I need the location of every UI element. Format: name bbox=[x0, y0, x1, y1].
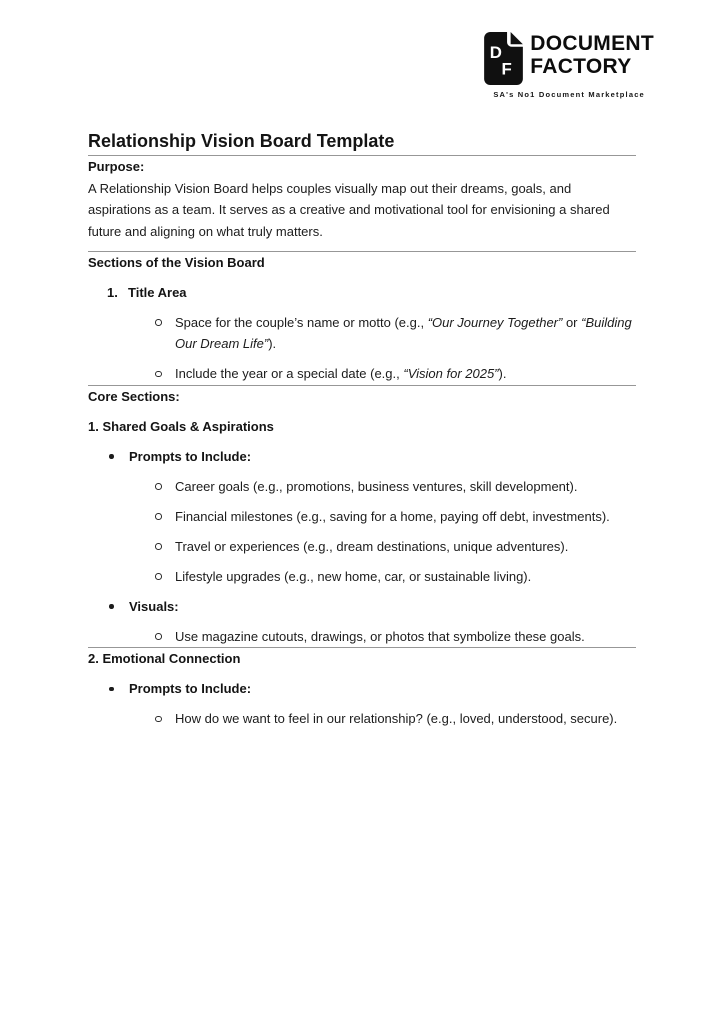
core-sections-heading: Core Sections: bbox=[88, 388, 180, 404]
purpose-heading: Purpose: bbox=[88, 159, 145, 174]
text-segment: ). bbox=[498, 366, 507, 381]
list-item bbox=[88, 626, 636, 648]
list-item-text: How do we want to feel in our relationship? (e.g., loved, understood, secure). bbox=[175, 711, 618, 726]
list-item bbox=[88, 312, 636, 355]
circle-bullet-icon bbox=[155, 543, 162, 550]
prompts-label: Prompts to Include: bbox=[129, 681, 252, 696]
purpose-body: A Relationship Vision Board helps couples visually map out their dreams, goals, and aspirations as a team. It serves as a creative and motivational tool for envisioning a shared future and aligning on what truly matters. bbox=[88, 180, 610, 239]
text-segment: ). bbox=[268, 336, 277, 351]
list-item bbox=[88, 596, 636, 618]
list-item-text: Use magazine cutouts, drawings, or photos that symbolize these goals. bbox=[175, 628, 585, 644]
list-item bbox=[88, 536, 636, 558]
list-item bbox=[88, 708, 636, 730]
list-item-text: Travel or experiences (e.g., dream destinations, unique adventures). bbox=[175, 538, 569, 554]
list-item-label: Title Area bbox=[128, 284, 187, 300]
circle-bullet-icon bbox=[155, 573, 162, 580]
logo-wordmark-line1: DOCUMENT bbox=[530, 32, 654, 55]
text-segment: Include the year or a special date (e.g., bbox=[175, 366, 404, 381]
circle-bullet-icon bbox=[155, 371, 162, 378]
logo-tagline: SA's No1 Document Marketplace bbox=[493, 90, 645, 99]
visuals-label: Visuals: bbox=[129, 598, 179, 614]
bullet-icon bbox=[109, 604, 114, 609]
circle-bullet-icon bbox=[155, 633, 162, 640]
circle-bullet-icon bbox=[155, 513, 162, 520]
list-number: 1. bbox=[107, 284, 118, 300]
list-item-text: Career goals (e.g., promotions, business ventures, skill development). bbox=[175, 478, 578, 494]
logo-letter-f: F bbox=[501, 59, 512, 79]
italic-example-text: “Our Journey Together” bbox=[427, 314, 563, 330]
page-title: Relationship Vision Board Template bbox=[88, 131, 395, 151]
italic-example-text: “Building Our Dream Life” bbox=[175, 314, 632, 351]
shared-goals-heading: 1. Shared Goals & Aspirations bbox=[88, 418, 274, 434]
circle-bullet-icon bbox=[155, 483, 162, 490]
list-item bbox=[88, 476, 636, 498]
circle-bullet-icon bbox=[155, 716, 162, 723]
list-item-text: Financial milestones (e.g., saving for a home, paying off debt, investments). bbox=[175, 508, 610, 524]
prompts-label: Prompts to Include: bbox=[129, 448, 252, 464]
numbered-list-item bbox=[88, 282, 636, 304]
bullet-icon bbox=[109, 454, 114, 459]
list-item-text bbox=[175, 363, 636, 385]
list-item bbox=[88, 446, 636, 468]
logo-wordmark-line2: FACTORY bbox=[530, 55, 632, 78]
list-item-text: Lifestyle upgrades (e.g., new home, car, or sustainable living). bbox=[175, 568, 532, 584]
board-sections-heading: Sections of the Vision Board bbox=[88, 254, 265, 270]
document-content bbox=[88, 0, 636, 730]
list-item-text bbox=[175, 312, 636, 355]
list-item bbox=[88, 363, 636, 385]
logo-letter-d: D bbox=[490, 42, 503, 62]
emotional-connection-heading: 2. Emotional Connection bbox=[88, 651, 241, 666]
list-item bbox=[88, 506, 636, 528]
list-item bbox=[88, 566, 636, 588]
italic-example-text: “Vision for 2025” bbox=[403, 366, 499, 381]
bullet-icon bbox=[109, 687, 114, 692]
circle-bullet-icon bbox=[155, 319, 162, 326]
text-segment: Space for the couple’s name or motto (e.g., bbox=[175, 314, 428, 330]
list-item bbox=[88, 678, 636, 700]
text-segment: or bbox=[562, 314, 582, 330]
